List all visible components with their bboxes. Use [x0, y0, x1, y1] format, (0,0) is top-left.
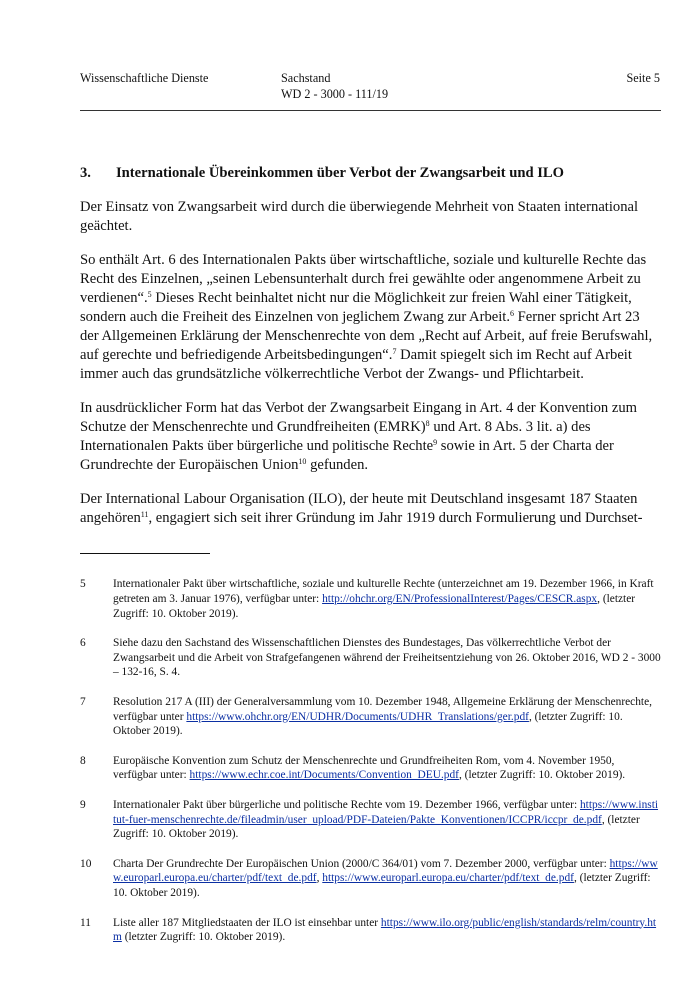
footnote-7 [80, 695, 661, 739]
footnote-6 [80, 636, 661, 680]
paragraph-3-text-a: In ausdrücklicher Form hat das Verbot der Zwangsarbeit Eingang in Art. 4 der Konvention zum Schutze der Menschenrechte und Grundfreiheiten (EMRK) [80, 400, 637, 435]
footnote-link[interactable]: https://www.ilo.org/public/english/standards/relm/country.htm [113, 916, 657, 944]
footnote-number: 10 [80, 857, 92, 870]
footnote-tail: , (letzter Zugriff: 10. Oktober 2019). [113, 813, 640, 841]
footnote-ref-9[interactable]: 9 [433, 438, 438, 447]
section-heading [80, 164, 661, 183]
paragraph-2-text-d: Damit spiegelt sich im Recht auf Arbeit immer auch das grundsätzliche völkerrechtliche Verbot der Zwangs- und Pflichtarbeit. [80, 347, 632, 382]
paragraph-4 [80, 490, 661, 528]
footnote-tail: , (letzter Zugriff: 10. Oktober 2019). [458, 769, 626, 782]
paragraph-1: Der Einsatz von Zwangsarbeit wird durch die überwiegende Mehrheit von Staaten international geächtet. [80, 199, 639, 234]
footnote-link[interactable]: https://www.institut-fuer-menschenrechte.de/fileadmin/user_upload/PDF-Dateien/Pakte_Konventionen/ICCPR/iccpr_de.pdf [113, 798, 659, 826]
footnote-ref-6[interactable]: 6 [509, 309, 514, 318]
footnote-ref-11[interactable]: 11 [140, 510, 149, 519]
footnote-text [113, 695, 661, 739]
footnote-8 [80, 754, 661, 784]
footnote-number: 9 [80, 798, 86, 811]
footnote-body: Charta Der Grundrechte Der Europäischen Union (2000/C 364/01) vom 7. Dezember 2000, verfügbar unter: [113, 857, 610, 870]
paragraph-2-text-b: Dieses Recht beinhaltet nicht nur die Möglichkeit zur freien Wahl einer Tätigkeit, sondern auch die Freiheit des Einzelnen von jeglichem Zwang zur Arbeit. [80, 290, 632, 325]
header-document-type: Sachstand [281, 71, 331, 85]
paragraph-3-text-c: sowie in Art. 5 der Charta der Grundrechte der Europäischen Union [80, 438, 614, 473]
footnote-tail: , (letzter Zugriff: 10. Oktober 2019). [113, 872, 651, 900]
footnote-number: 6 [80, 636, 86, 649]
footnote-ref-8[interactable]: 8 [425, 419, 430, 428]
footnote-body: Internationaler Pakt über wirtschaftliche, soziale und kulturelle Rechte (unterzeichnet am 19. Dezember 1966, in Kraft getreten am 3. Januar 1976), verfügbar unter: [113, 578, 654, 605]
paragraph-2-text-a: So enthält Art. 6 des Internationalen Pakts über wirtschaftliche, soziale und kulturelle Rechte das Recht des Einzelnen, „seinen Lebensunterhalt durch frei gewählte oder angenommene Arbeit zu verdienen“. [80, 252, 647, 306]
footnote-text [113, 857, 661, 901]
footnote-ref-7[interactable]: 7 [392, 347, 397, 356]
main-content [80, 164, 661, 543]
footnote-body: Internationaler Pakt über bürgerliche und politische Rechte vom 19. Dezember 1966, verfügbar unter: [113, 798, 580, 811]
footnote-text [113, 754, 661, 784]
paragraph-4-text-a: Der International Labour Organisation (ILO), der heute mit Deutschland insgesamt 187 Staaten angehören [80, 491, 638, 526]
footnote-text: Siehe dazu den Sachstand des Wissenschaftlichen Dienstes des Bundestages, Das völkerrechtliche Verbot der Zwangsarbeit und die Arbeit von Strafgefangenen während der Freiheitsentziehung von 26. Oktober 2016, WD 2 - 3000 – 132-16, S. 4. [113, 636, 661, 679]
footnote-link-2[interactable]: https://www.europarl.europa.eu/charter/pdf/text_de.pdf [322, 872, 574, 885]
paragraph-2 [80, 251, 661, 384]
footnote-number: 8 [80, 754, 86, 767]
header-document-number: WD 2 - 3000 - 111/19 [281, 87, 389, 101]
footnote-link[interactable]: https://www.europarl.europa.eu/charter/pdf/text_de.pdf [113, 857, 658, 885]
footnote-number: 7 [80, 695, 86, 708]
header-divider [80, 110, 661, 111]
footnote-11 [80, 916, 661, 946]
footnote-link[interactable]: https://www.echr.coe.int/Documents/Convention_DEU.pdf [189, 769, 459, 782]
footnote-separator [80, 553, 210, 554]
section-number: 3. [80, 165, 91, 181]
paragraph-2-text-c: Ferner spricht Art 23 der Allgemeinen Erklärung der Menschenrechte von dem „Recht auf Arbeit, auf freie Berufswahl, auf gerechte und befriedigende Arbeitsbedingungen“. [80, 309, 653, 363]
paragraph-3 [80, 399, 661, 475]
footnote-text [113, 798, 661, 842]
footnote-number: 11 [80, 916, 91, 929]
footnote-body: Europäische Konvention zum Schutz der Menschenrechte und Grundfreiheiten Rom, vom 4. November 1950, verfügbar unter: [113, 754, 615, 782]
header-department: Wissenschaftliche Dienste [80, 71, 209, 85]
paragraph-4-text-b: , engagiert sich seit ihrer Gründung im Jahr 1919 durch Formulierung und Durchset- [148, 510, 643, 526]
footnote-tail: , (letzter Zugriff: 10. Oktober 2019). [113, 592, 636, 620]
footnote-text [113, 916, 661, 946]
header-page-number: Seite 5 [626, 71, 660, 85]
footnote-link[interactable]: https://www.ohchr.org/EN/UDHR/Documents/UDHR_Translations/ger.pdf [186, 710, 529, 723]
footnotes [80, 577, 661, 960]
footnote-ref-10[interactable]: 10 [298, 457, 307, 466]
footnote-number: 5 [80, 578, 86, 590]
footnote-ref-5[interactable]: 5 [147, 290, 152, 299]
footnote-5 [80, 577, 661, 621]
footnote-text [113, 577, 661, 621]
footnote-link[interactable]: http://ohchr.org/EN/ProfessionalInterest/Pages/CESCR.aspx [322, 592, 598, 605]
footnote-tail: , (letzter Zugriff: 10. Oktober 2019). [113, 710, 623, 738]
paragraph-3-text-d: gefunden. [306, 457, 369, 473]
section-title: Internationale Übereinkommen über Verbot der Zwangsarbeit und ILO [116, 165, 564, 181]
footnote-body: Liste aller 187 Mitgliedstaaten der ILO ist einsehbar unter [113, 916, 381, 929]
footnote-10 [80, 857, 661, 901]
footnote-separator-text: , [316, 872, 323, 885]
paragraph-3-text-b: und Art. 8 Abs. 3 lit. a) des Internationalen Pakts über bürgerliche und politische Rechte [80, 419, 591, 454]
header-document-info [281, 70, 388, 102]
footnote-tail: (letzter Zugriff: 10. Oktober 2019). [121, 931, 286, 944]
footnote-body: Resolution 217 A (III) der Generalversammlung vom 10. Dezember 1948, Allgemeine Erklärung der Menschenrechte, verfügbar unter [113, 695, 652, 723]
footnote-9 [80, 798, 661, 842]
